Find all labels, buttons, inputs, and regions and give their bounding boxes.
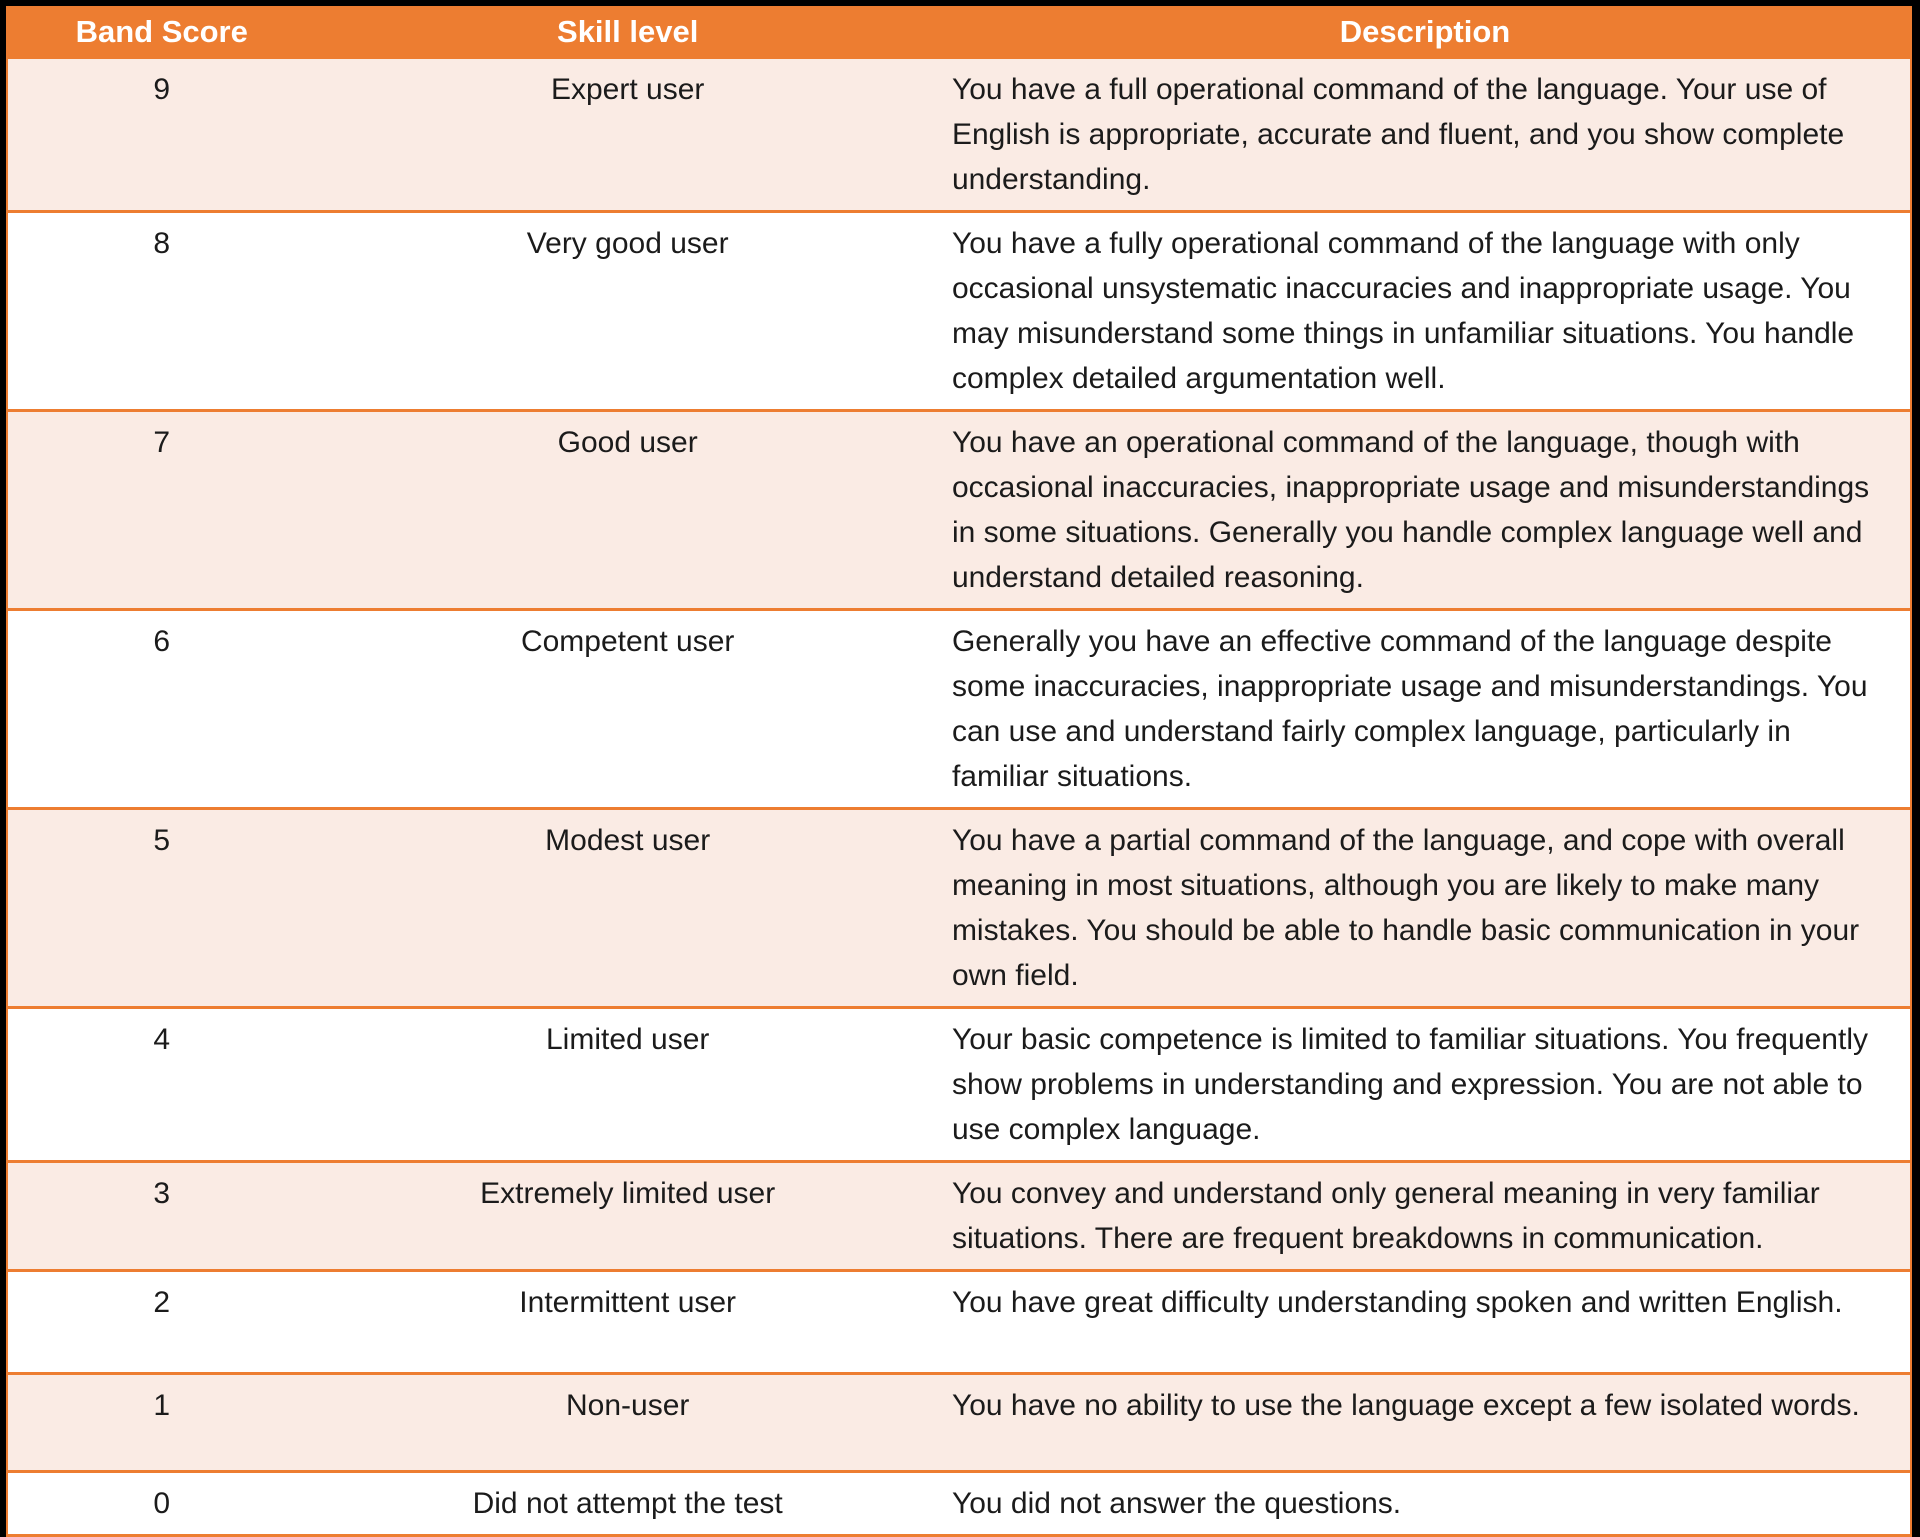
description-cell: You have a fully operational command of the language with only occasional unsystematic inaccuracies and inappropriate usage. You may misunderstand some things in unfamiliar situations. You handle complex detailed argumentation well.	[940, 212, 1911, 411]
table-row	[7, 610, 1911, 809]
band-score-cell: 7	[7, 411, 315, 610]
column-header-skill-level: Skill level	[315, 7, 940, 58]
band-score-cell: 0	[7, 1472, 315, 1536]
description-cell: You convey and understand only general meaning in very familiar situations. There are frequent breakdowns in communication.	[940, 1162, 1911, 1271]
skill-level-cell: Non-user	[315, 1374, 940, 1472]
column-header-band-score: Band Score	[7, 7, 315, 58]
table-row	[7, 1472, 1911, 1536]
skill-level-cell: Very good user	[315, 212, 940, 411]
description-cell: You have a full operational command of the language. Your use of English is appropriate, accurate and fluent, and you show complete understanding.	[940, 58, 1911, 212]
band-score-cell: 2	[7, 1271, 315, 1374]
skill-level-cell: Expert user	[315, 58, 940, 212]
table-row	[7, 1374, 1911, 1472]
band-score-cell: 5	[7, 809, 315, 1008]
band-score-cell: 8	[7, 212, 315, 411]
band-score-cell: 3	[7, 1162, 315, 1271]
band-score-cell: 4	[7, 1008, 315, 1162]
skill-level-cell: Intermittent user	[315, 1271, 940, 1374]
skill-level-cell: Extremely limited user	[315, 1162, 940, 1271]
skill-level-cell: Good user	[315, 411, 940, 610]
description-cell: You have an operational command of the language, though with occasional inaccuracies, inappropriate usage and misunderstandings in some situations. Generally you handle complex language well and understand detailed reasoning.	[940, 411, 1911, 610]
skill-level-cell: Limited user	[315, 1008, 940, 1162]
description-cell: Generally you have an effective command of the language despite some inaccuracies, inappropriate usage and misunderstandings. You can use and understand fairly complex language, particularly in familiar situations.	[940, 610, 1911, 809]
table-row	[7, 1008, 1911, 1162]
column-header-description: Description	[940, 7, 1911, 58]
skill-level-cell: Did not attempt the test	[315, 1472, 940, 1536]
description-cell: You have a partial command of the language, and cope with overall meaning in most situations, although you are likely to make many mistakes. You should be able to handle basic communication in your own field.	[940, 809, 1911, 1008]
description-cell: You have great difficulty understanding spoken and written English.	[940, 1271, 1911, 1374]
header-row	[7, 7, 1911, 58]
description-cell: You did not answer the questions.	[940, 1472, 1911, 1536]
table-row	[7, 411, 1911, 610]
table-row	[7, 212, 1911, 411]
table-header	[7, 7, 1911, 58]
ielts-band-score-table	[6, 6, 1912, 1537]
table-row	[7, 1271, 1911, 1374]
description-cell: You have no ability to use the language except a few isolated words.	[940, 1374, 1911, 1472]
band-score-cell: 6	[7, 610, 315, 809]
skill-level-cell: Modest user	[315, 809, 940, 1008]
band-score-cell: 9	[7, 58, 315, 212]
band-score-cell: 1	[7, 1374, 315, 1472]
table-row	[7, 809, 1911, 1008]
table-row	[7, 1162, 1911, 1271]
description-cell: Your basic competence is limited to familiar situations. You frequently show problems in understanding and expression. You are not able to use complex language.	[940, 1008, 1911, 1162]
band-table-body	[7, 58, 1911, 1536]
skill-level-cell: Competent user	[315, 610, 940, 809]
table-row	[7, 58, 1911, 212]
